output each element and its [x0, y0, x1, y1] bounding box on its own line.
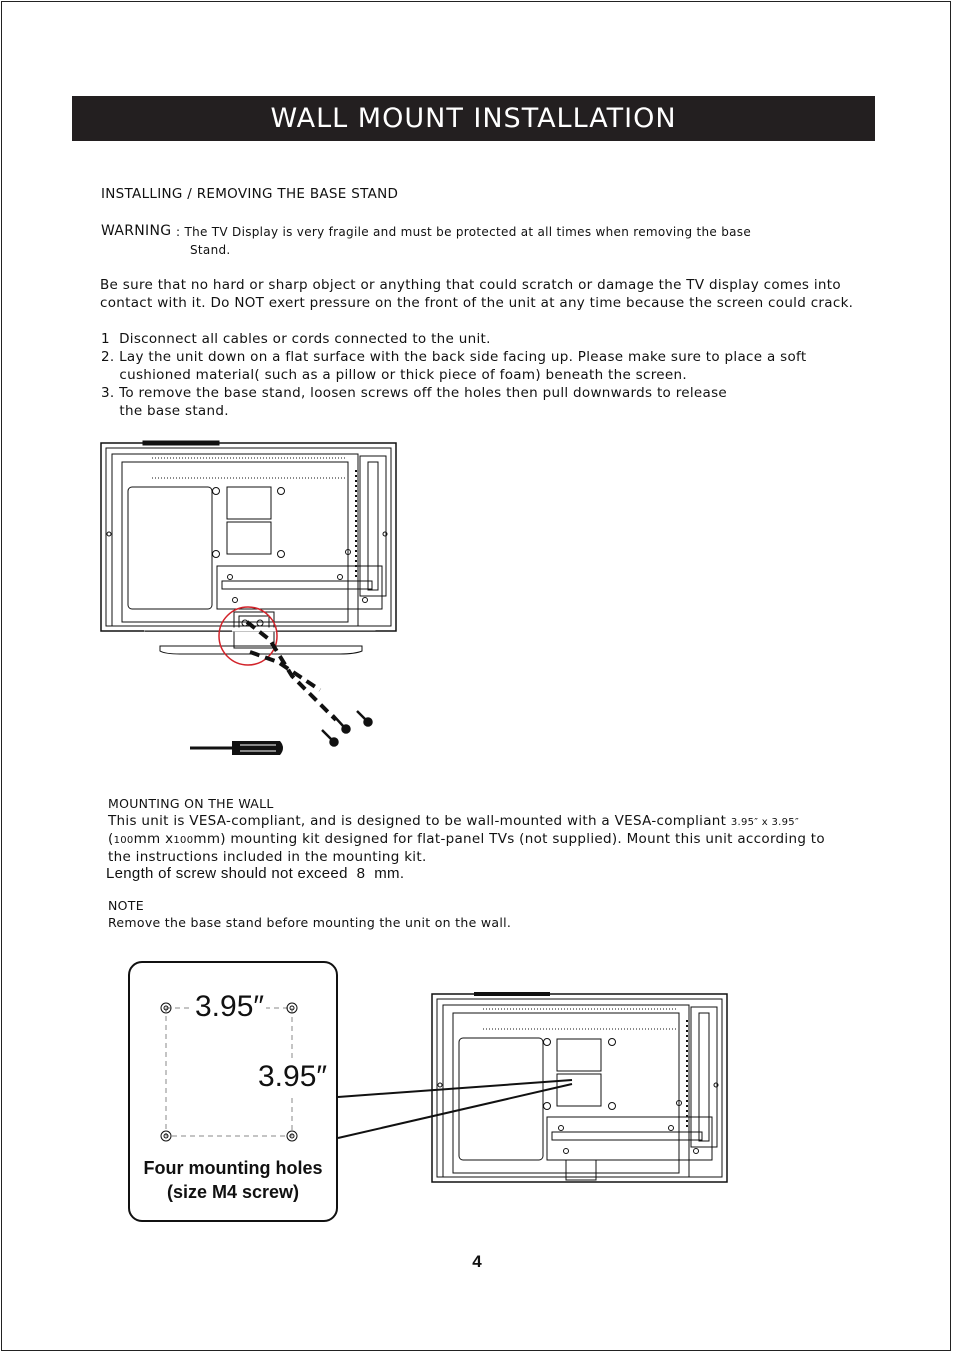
section-heading-wall-mount: MOUNTING ON THE WALL	[108, 796, 274, 811]
vesa-line2-rest: mm) mounting kit designed for flat-panel TVs (not supplied). Mount this unit according to	[193, 831, 825, 847]
step-2: 2. Lay the unit down on a flat surface with the back side facing up. Please make sure to place a soft	[101, 349, 807, 365]
vesa-mm-a: 100	[113, 835, 134, 846]
step-3: 3. To remove the base stand, loosen screws off the holes then pull downwards to release	[101, 385, 728, 401]
callout-caption-line1: Four mounting holes	[143, 1158, 323, 1178]
vesa-size-inches: 3.95″ x 3.95″	[730, 817, 799, 828]
page-number: 4	[472, 1252, 482, 1271]
warning-label: WARNING	[101, 223, 172, 239]
step-3-continued: the base stand.	[101, 403, 229, 419]
section-heading-base-stand: INSTALLING / REMOVING THE BASE STAND	[101, 186, 399, 202]
dimension-vertical: 3.95″	[258, 1060, 328, 1093]
vesa-line1-text: This unit is VESA-compliant, and is designed to be wall-mounted with a VESA-compliant	[108, 813, 727, 829]
vesa-mm-b: 100	[173, 835, 194, 846]
vesa-line2-mid: mm x	[133, 831, 174, 847]
caution-paragraph-line2: contact with it. Do NOT exert pressure on the front of the unit at any time because the screen could crack.	[100, 295, 854, 311]
note-heading: NOTE	[108, 898, 144, 913]
note-text: Remove the base stand before mounting the unit on the wall.	[108, 915, 512, 930]
page-title: WALL MOUNT INSTALLATION	[270, 103, 677, 134]
caution-paragraph-line1: Be sure that no hard or sharp object or anything that could scratch or damage the TV display comes into	[100, 277, 841, 293]
warning-text-line2: Stand.	[190, 243, 231, 257]
step-2-continued: cushioned material( such as a pillow or thick piece of foam) beneath the screen.	[101, 367, 687, 383]
vesa-line2-open: (	[108, 831, 114, 847]
screw-length-note: Length of screw should not exceed 8 mm.	[106, 865, 405, 882]
step-1: 1 Disconnect all cables or cords connected to the unit.	[101, 331, 491, 347]
dimension-horizontal: 3.95″	[195, 990, 265, 1023]
warning-text-line1: : The TV Display is very fragile and must be protected at all times when removing the base	[176, 225, 752, 239]
callout-caption-line2: (size M4 screw)	[166, 1182, 300, 1202]
vesa-line3: the instructions included in the mounting kit.	[108, 849, 427, 865]
